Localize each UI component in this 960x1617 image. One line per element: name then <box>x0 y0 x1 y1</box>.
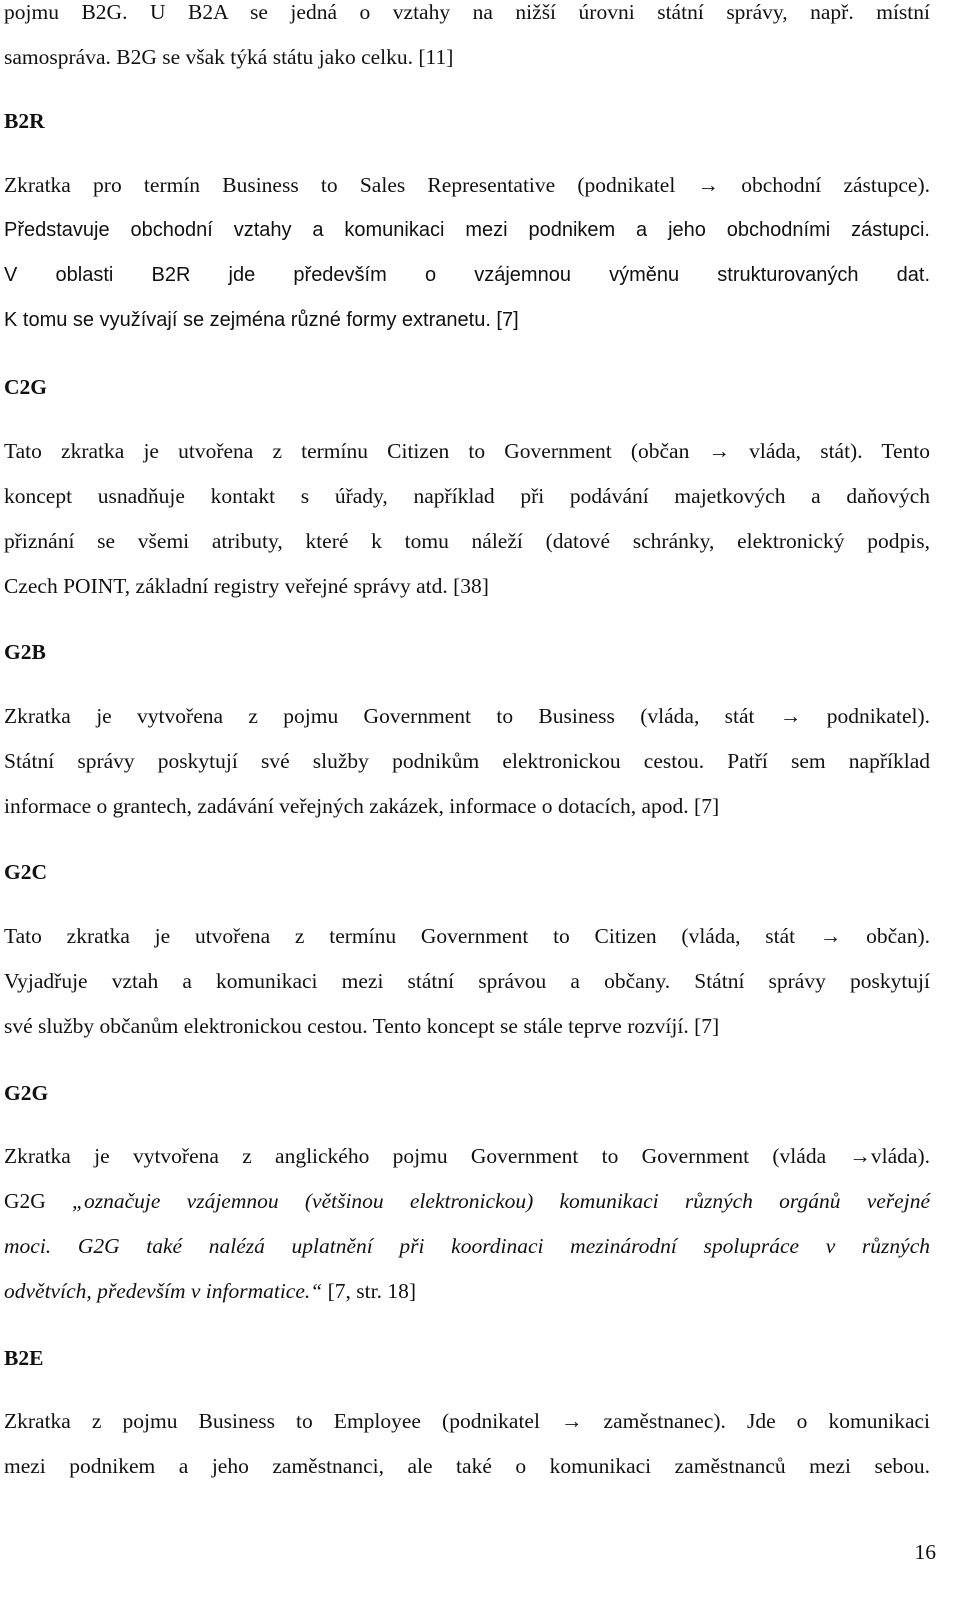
text-line: koncept usnadňuje kontakt s úřady, například při podávání majetkových a daňových <box>4 484 930 508</box>
text-line: Státní správy poskytují své služby podnikům elektronickou cestou. Patří sem například <box>4 749 930 773</box>
quote-text: odvětvích, především v informatice.“ <box>4 1279 323 1303</box>
text-line: V oblasti B2R jde především o vzájemnou výměnu strukturovaných dat. <box>4 264 930 286</box>
section-paragraph-g2b <box>4 694 930 829</box>
intro-paragraph <box>4 0 930 80</box>
text-line <box>4 1224 930 1269</box>
section-heading-b2r: B2R <box>4 109 45 133</box>
quote-text: „označuje vzájemnou (většinou elektronickou) komunikaci různých orgánů veřejné <box>72 1189 930 1213</box>
text-line: Czech POINT, základní registry veřejné správy atd. [38] <box>4 574 489 598</box>
page-number: 16 <box>914 1540 936 1564</box>
text-line: mezi podnikem a jeho zaměstnanci, ale také o komunikaci zaměstnanců mezi sebou. <box>4 1454 930 1478</box>
text-line: Představuje obchodní vztahy a komunikaci mezi podnikem a jeho obchodními zástupci. <box>4 219 930 241</box>
section-paragraph-b2r <box>4 163 930 343</box>
section-heading-g2b: G2B <box>4 640 46 664</box>
text-line <box>4 1269 930 1314</box>
text-line: pojmu B2G. U B2A se jedná o vztahy na nižší úrovni státní správy, např. místní <box>4 0 930 24</box>
text-line: K tomu se využívají se zejména různé formy extranetu. [7] <box>4 309 519 331</box>
text-line: Zkratka je vytvořena z anglického pojmu Government to Government (vláda →vláda). <box>4 1144 930 1168</box>
text-line: Zkratka z pojmu Business to Employee (podnikatel → zaměstnanec). Jde o komunikaci <box>4 1409 930 1433</box>
text-line <box>4 1179 930 1224</box>
section-paragraph-g2c <box>4 914 930 1049</box>
text-line: Vyjadřuje vztah a komunikaci mezi státní správou a občany. Státní správy poskytují <box>4 969 930 993</box>
text-line: samospráva. B2G se však týká státu jako celku. [11] <box>4 45 454 69</box>
section-heading-g2g: G2G <box>4 1081 49 1105</box>
text-line: Zkratka pro termín Business to Sales Representative (podnikatel → obchodní zástupce). <box>4 173 930 197</box>
text-line: Tato zkratka je utvořena z termínu Government to Citizen (vláda, stát → občan). <box>4 924 930 948</box>
text-line: přiznání se všemi atributy, které k tomu náleží (datové schránky, elektronický podpis, <box>4 529 930 553</box>
section-heading-g2c: G2C <box>4 860 47 884</box>
section-heading-b2e: B2E <box>4 1346 44 1370</box>
text-line: Tato zkratka je utvořena z termínu Citizen to Government (občan → vláda, stát). Tento <box>4 439 930 463</box>
citation: [7, str. 18] <box>322 1279 416 1303</box>
text-line: své služby občanům elektronickou cestou. Tento koncept se stále teprve rozvíjí. [7] <box>4 1014 720 1038</box>
quote-text: moci. G2G také nalézá uplatnění při koordinaci mezinárodní spolupráce v různých <box>4 1234 930 1258</box>
text-line: informace o grantech, zadávání veřejných zakázek, informace o dotacích, apod. [7] <box>4 794 720 818</box>
text-segment: G2G <box>4 1189 73 1213</box>
section-heading-c2g: C2G <box>4 375 47 399</box>
text-line: Zkratka je vytvořena z pojmu Government to Business (vláda, stát → podnikatel). <box>4 704 930 728</box>
section-paragraph-c2g <box>4 429 930 609</box>
section-paragraph-b2e <box>4 1399 930 1489</box>
section-paragraph-g2g <box>4 1134 930 1314</box>
